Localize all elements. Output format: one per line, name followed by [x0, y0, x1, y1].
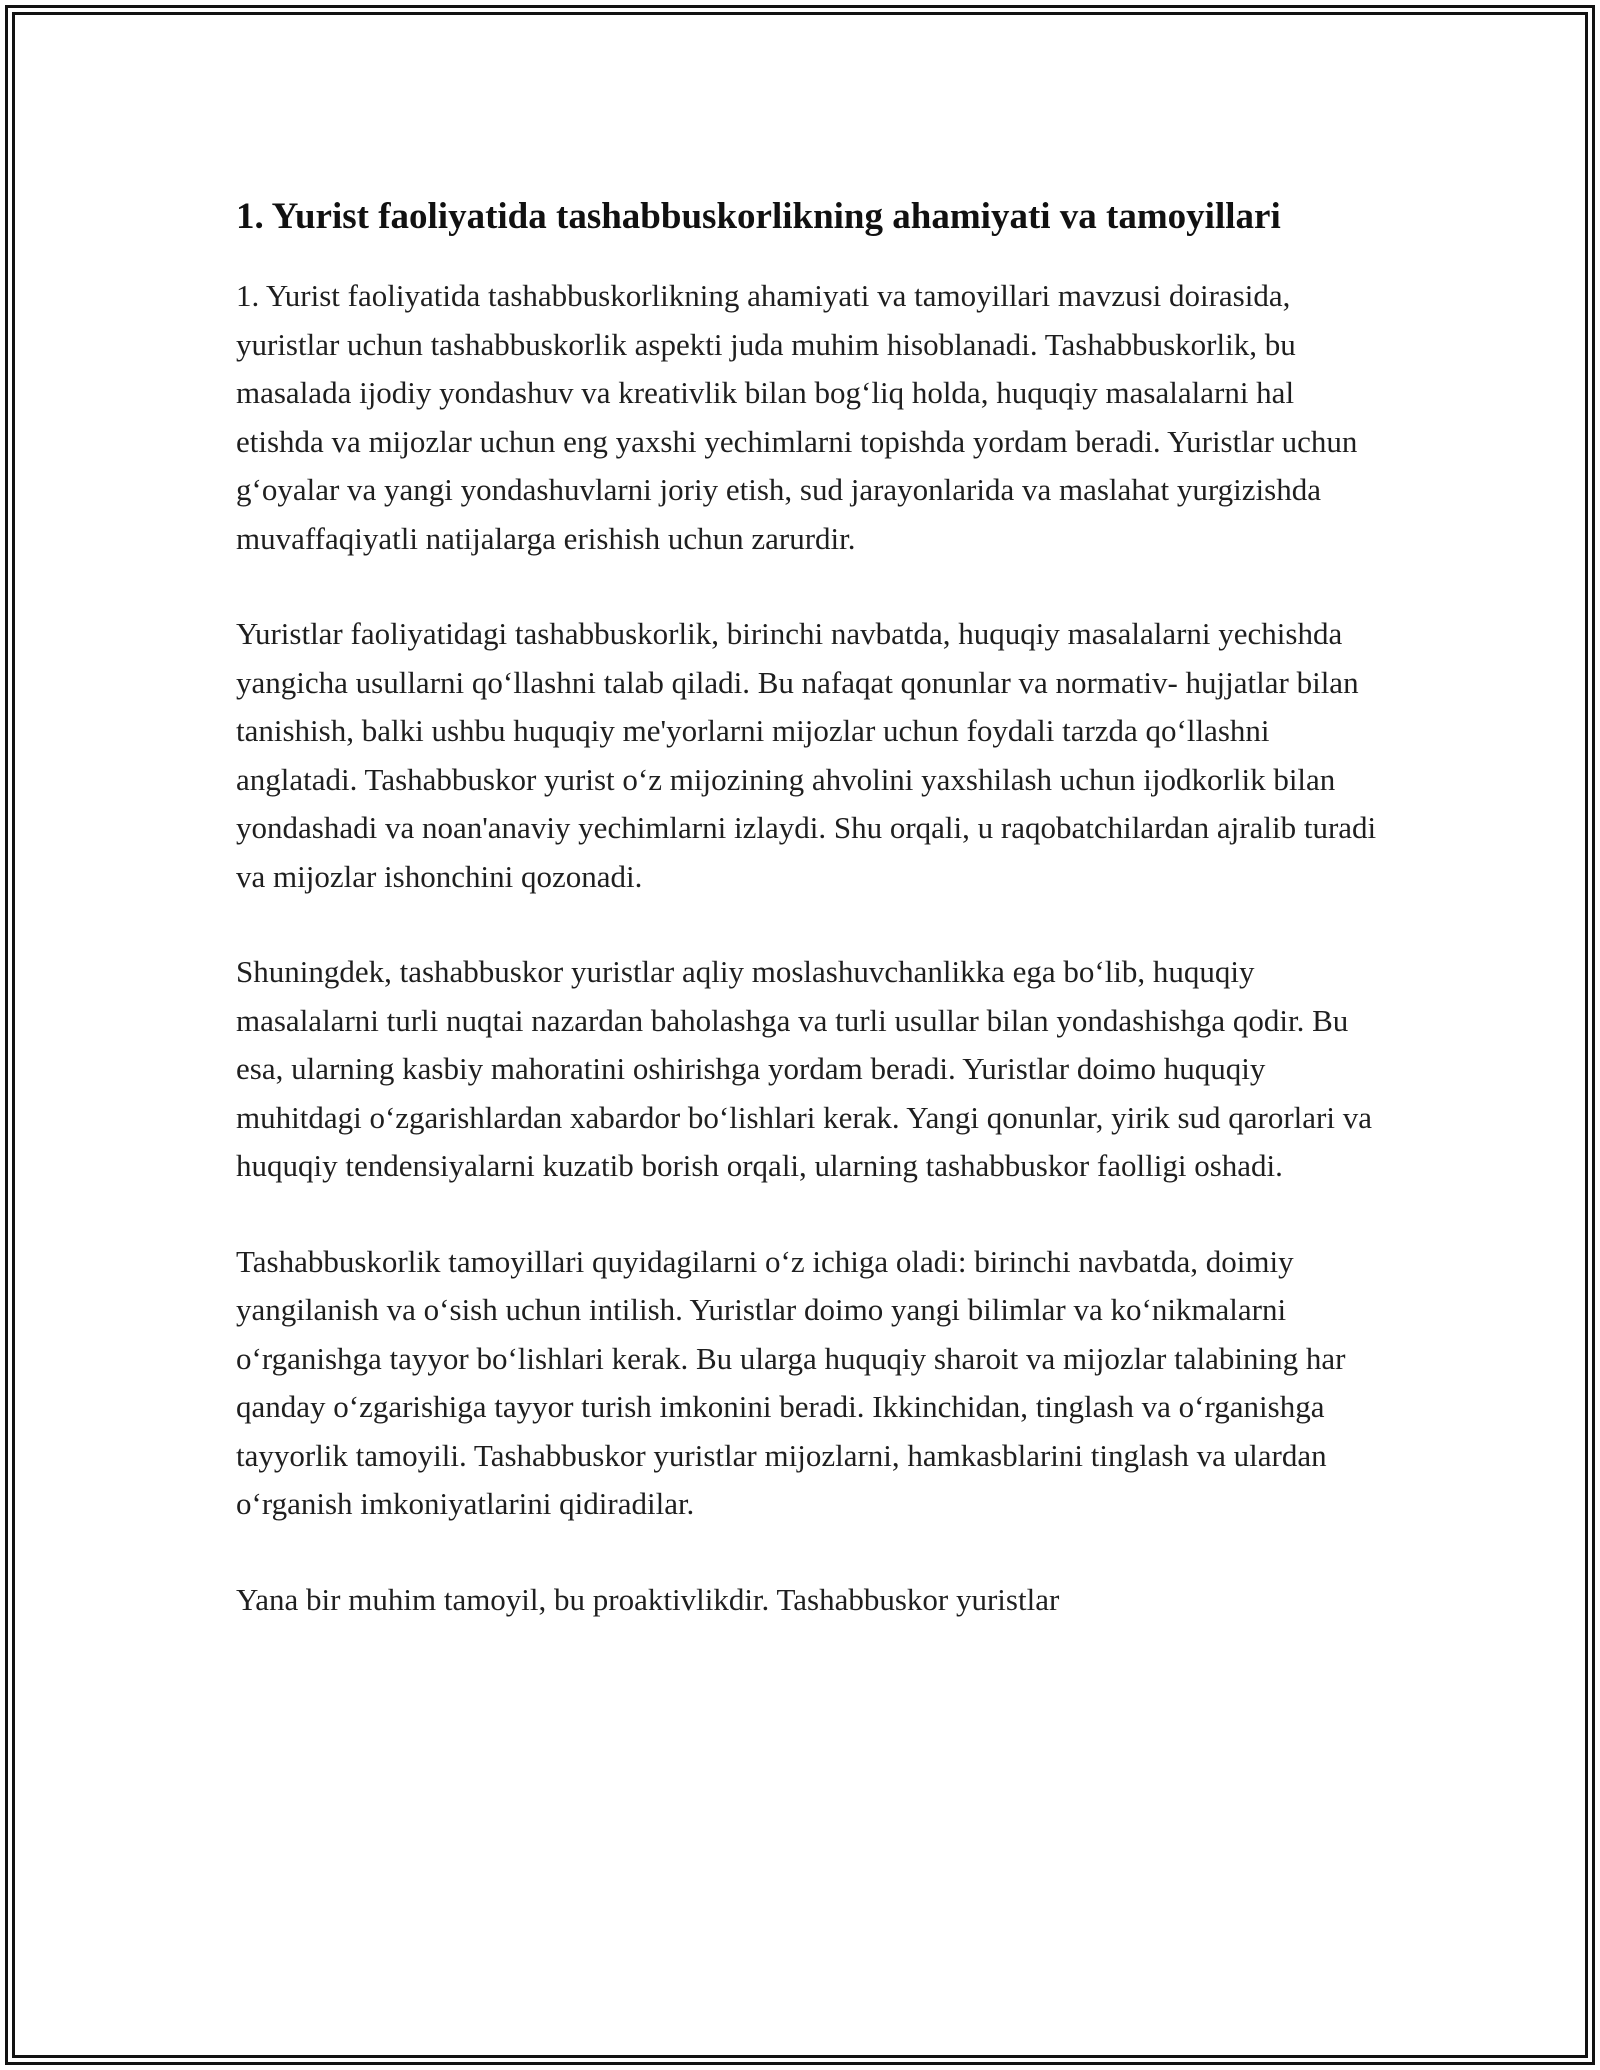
document-body [236, 190, 1386, 1624]
document-title: 1. Yurist faoliyatida tashabbuskorlikning ahamiyati va tamoyillari [236, 196, 1281, 237]
paragraph-1: 1. Yurist faoliyatida tashabbuskorlikning ahamiyati va tamoyillari mavzusi doirasida, yuristlar uchun tashabbuskorlik aspekti juda muhim hisoblanadi. Tashabbuskorlik, bu masalada ijodiy yondashuv va kreativlik bilan bog‘liq holda, huquqiy masalalarni hal etishda va mijozlar uchun eng yaxshi yechimlarni topishda yordam beradi. Yuristlar uchun g‘oyalar va yangi yondashuvlarni joriy etish, sud jarayonlarida va maslahat yurgizishda muvaffaqiyatli natijalarga erishish uchun zarurdir. [236, 278, 1358, 556]
paragraph-5: Yana bir muhim tamoyil, bu proaktivlikdir. Tashabbuskor yuristlar [236, 1581, 1060, 1617]
paragraph-4: Tashabbuskorlik tamoyillari quyidagilarni o‘z ichiga oladi: birinchi navbatda, doimiy yangilanish va o‘sish uchun intilish. Yuristlar doimo yangi bilimlar va ko‘nikmalarni o‘rganishga tayyor bo‘lishlari kerak. Bu ularga huquqiy sharoit va mijozlar talabining har qanday o‘zgarishiga tayyor turish imkonini beradi. Ikkinchidan, tinglash va o‘rganishga tayyorlik tamoyili. Tashabbuskor yuristlar mijozlarni, hamkasblarini tinglash va ulardan o‘rganish imkoniyatlarini qidiradilar. [236, 1243, 1346, 1521]
paragraph-2: Yuristlar faoliyatidagi tashabbuskorlik, birinchi navbatda, huquqiy masalalarni yechishda yangicha usullarni qo‘llashni talab qiladi. Bu nafaqat qonunlar va normativ- hujjatlar bilan tanishish, balki ushbu huquqiy me'yorlarni mijozlar uchun foydali tarzda qo‘llashni anglatadi. Tashabbuskor yurist o‘z mijozining ahvolini yaxshilash uchun ijodkorlik bilan yondashadi va noan'anaviy yechimlarni izlaydi. Shu orqali, u raqobatchilardan ajralib turadi va mijozlar ishonchini qozonadi. [236, 616, 1377, 894]
paragraph-3: Shuningdek, tashabbuskor yuristlar aqliy moslashuvchanlikka ega bo‘lib, huquqiy masalalarni turli nuqtai nazardan baholashga va turli usullar bilan yondashishga qodir. Bu esa, ularning kasbiy mahoratini oshirishga yordam beradi. Yuristlar doimo huquqiy muhitdagi o‘zgarishlardan xabardor bo‘lishlari kerak. Yangi qonunlar, yirik sud qarorlari va huquqiy tendensiyalarni kuzatib borish orqali, ularning tashabbuskor faolligi oshadi. [236, 954, 1372, 1183]
